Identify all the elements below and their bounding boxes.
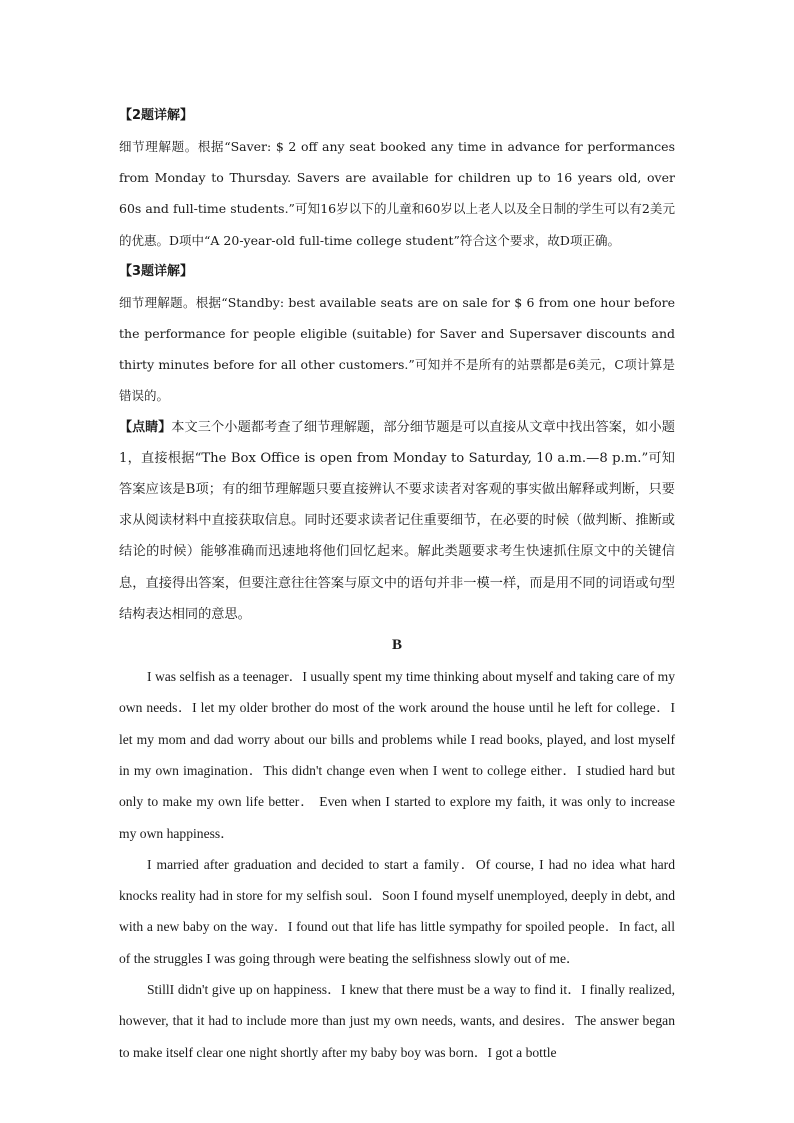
question-2-heading: 【2题详解】: [119, 108, 194, 123]
story-paragraph-2: I married after graduation and decided to start a family．Of course, I had no idea what hard knocks reality had in store for my selfish soul．Soon I found myself unemployed, deeply in debt, and with a new baby on the way．I found out that life has little sympathy for spoiled people．In fact, all of the struggles I was going through were beating the selfishness slowly out of me．: [119, 856, 675, 966]
passage-b-title: B: [391, 637, 402, 654]
question-2-explanation: 细节理解题。根据“Saver: $ 2 off any seat booked any time in advance for performances from Monday to Thursday. Savers are available for children up to 16 years old, over 60s and full-time students.”可知16岁以下的儿童和60岁以上老人以及全日制的学生可以有2美元的优惠。D项中“A 20-year-old full-time college student”符合这个要求，故D项正确。: [119, 139, 675, 248]
question-3-heading: 【3题详解】: [119, 263, 194, 279]
question-3-explanation: 细节理解题。根据“Standby: best available seats are on sale for $ 6 from one hour before the performance for people eligible (suitable) for Saver and Supersaver discounts and thirty minutes before for all other customers.”可知并不是所有的站票都是6美元，C项计算是错误的。: [119, 294, 675, 404]
comment-paragraph: [119, 412, 675, 630]
comment-text: 本文三个小题都考查了细节理解题，部分细节题是可以直接从文章中找出答案，如小题1，直接根据“The Box Office is open from Monday to Saturday, 10 a.m.—8 p.m.”可知答案应该是B项；有的细节理解题只要直接辨认不要求读者对客观的事实做出解释或判断，只要求从阅读材料中直接获取信息。同时还要求读者记住重要细节，在必要的时候（做判断、推断或结论的时候）能够准确而迅速地将他们回忆起来。解此类题要求考生快速抓住原文中的关键信息，直接得出答案，但要注意往往答案与原文中的语句并非一模一样，而是用不同的词语或句型结构表达相同的意思。: [119, 419, 675, 622]
comment-label: 【点睛】: [119, 419, 172, 435]
story-paragraph-3: StillI didn't give up on happiness．I knew that there must be a way to find it．I finally realized, however, that it had to include more than just my own needs, wants, and desires．The answer began to make itself clear one night shortly after my baby boy was born．I got a bottle: [119, 982, 675, 1060]
story-paragraph-1: I was selfish as a teenager．I usually spent my time thinking about myself and taking care of my own needs．I let my older brother do most of the work around the house until he left for college．I let my mom and dad worry about our bills and problems while I read books, played, and lost myself in my own imagination．This didn't change even when I went to college either．I studied hard but only to make my own life better． Even when I started to explore my faith, it was only to increase my own happiness．: [119, 669, 675, 841]
document-page: [119, 100, 675, 1068]
